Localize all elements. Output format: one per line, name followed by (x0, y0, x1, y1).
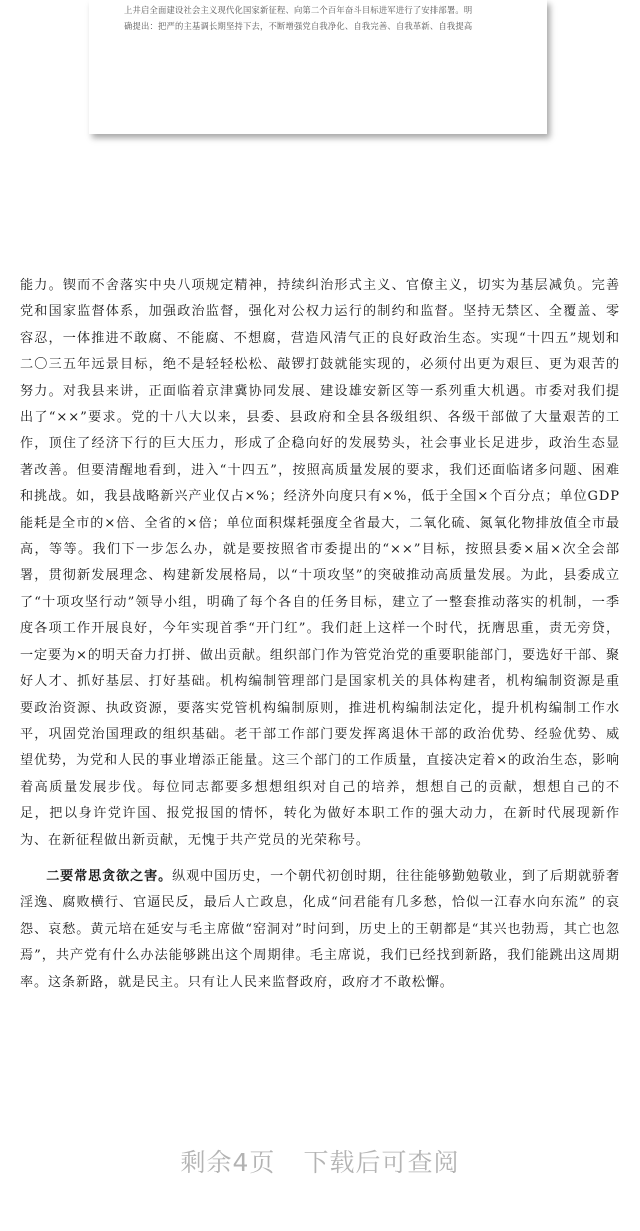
paragraph-2-heading: 二要常思贪欲之害。 (46, 868, 173, 884)
preview-line-2: 确提出：把严的主基调长期坚持下去，不断增强党自我净化、自我完善、自我革新、自我提高 (124, 21, 473, 31)
preview-line-1: 上井启全面建设社会主义现代化国家新征程、向第二个百年奋斗目标进军进行了安排部署。明 (124, 5, 473, 15)
preview-page-text (124, 2, 519, 34)
document-body (20, 273, 620, 996)
remaining-pages-banner[interactable] (0, 1143, 640, 1179)
paragraph-1: 能力。锲而不舍落实中央八项规定精神，持续纠治形式主义、官僚主义，切实为基层减负。完善党和国家监督体系，加强政治监督，强化对公权力运行的制约和监督。坚持无禁区、全覆盖、零容忍，一体推进不敢腐、不能腐、不想腐，营造风清气正的良好政治生态。实现“十四五”规划和二〇三五年远景目标，绝不是轻轻松松、敲锣打鼓就能实现的，必须付出更为艰巨、更为艰苦的努力。对我县来讲，正面临着京津冀协同发展、建设雄安新区等一系列重大机遇。市委对我们提出了“××”要求。党的十八大以来，县委、县政府和全县各级组织、各级干部做了大量艰苦的工作，顶住了经济下行的巨大压力，形成了企稳向好的发展势头，社会事业长足进步，政治生态显著改善。但要清醒地看到，进入“十四五”，按照高质量发展的要求，我们还面临诸多问题、困难和挑战。如，我县战略新兴产业仅占×%；经济外向度只有×%，低于全国×个百分点；单位GDP能耗是全市的×倍、全省的×倍；单位面积煤耗强度全省最大，二氧化硫、氮氧化物排放值全市最高，等等。我们下一步怎么办，就是要按照省市委提出的“××”目标，按照县委×届×次全会部署，贯彻新发展理念、构建新发展格局，以“十项攻坚”的突破推动高质量发展。为此，县委成立了“十项攻坚行动”领导小组，明确了每个各自的任务目标，建立了一整套推动落实的机制，一季度各项工作开展良好，今年实现首季“开门红”。我们赶上这样一个时代，抚膺思重，责无旁贷，一定要为×的明天奋力打拼、做出贡献。组织部门作为管党治党的重要职能部门，要选好干部、聚好人才、抓好基层、打好基础。机构编制管理部门是国家机关的具体构建者，机构编制资源是重要政治资源、执政资源，要落实党管机构编制原则，推进机构编制法定化，提升机构编制工作水平，巩固党治国理政的组织基础。老干部工作部门要发挥离退休干部的政治优势、经验优势、威望优势，为党和人民的事业增添正能量。这三个部门的工作质量，直接决定着×的政治生态，影响着高质量发展步伐。每位同志都要多想想组织对自己的培养，想想自己的贡献，想想自己的不足，把以身许党许国、报党报国的情怀，转化为做好本职工作的强大动力，在新时代展现新作为、在新征程做出新贡献，无愧于共产党员的光荣称号。 (20, 278, 620, 848)
preview-page-card (89, 0, 547, 134)
paragraph-2-text: 纵观中国历史，一个朝代初创时期，往往能够勤勉敬业，到了后期就骄奢淫逸、腐败横行、官逼民反，最后人亡政息，化成“问君能有几多愁，恰似一江春水向东流” 的哀怨、哀愁。黄元培在延安与毛主席做“窑洞对”时问到，历史上的王朝都是“其兴也勃焉，其亡也忽焉”，共产党有什么办法能够跳出这个周期律。毛主席说，我们已经找到新路，我们能跳出这周期率。这条新路，就是民主。只有让人民来监督政府，政府才不敢松懈。 (20, 868, 620, 990)
download-to-view-label[interactable]: 下载后可查阅 (303, 1148, 460, 1177)
remaining-pages-label: 剩余4页 (180, 1148, 276, 1177)
paragraph-2 (20, 864, 620, 996)
